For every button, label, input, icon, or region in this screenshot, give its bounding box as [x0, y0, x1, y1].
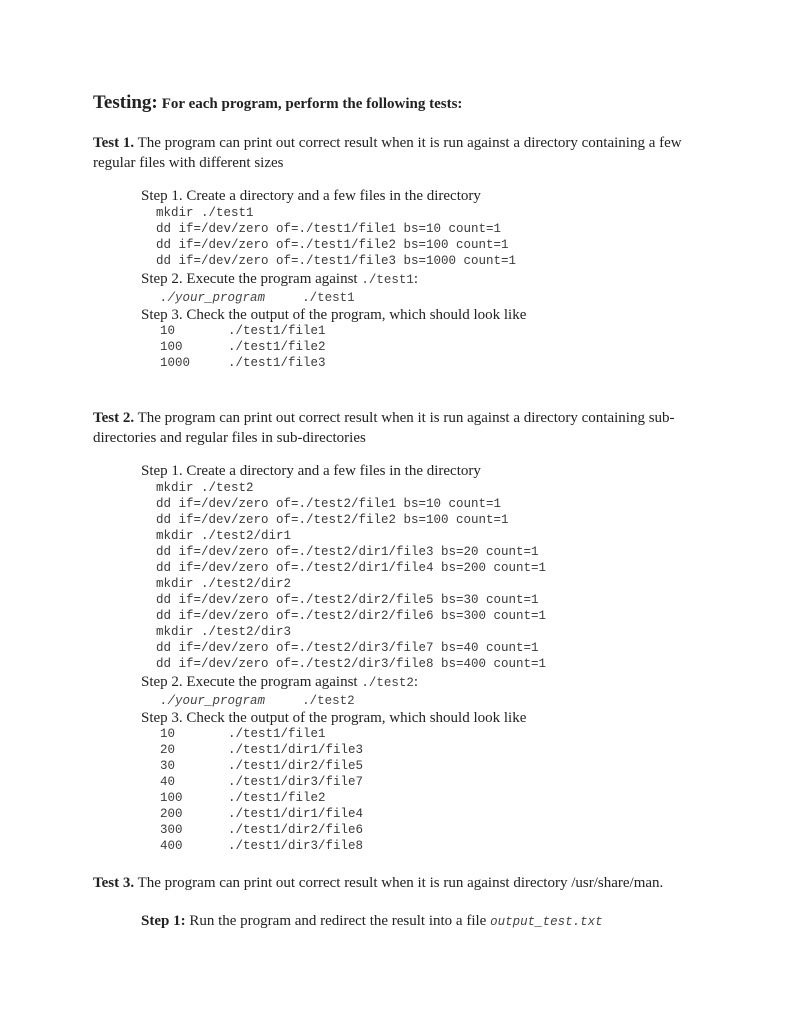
output-path: ./test1/file1	[228, 727, 326, 741]
output-path: ./test1/dir3/file7	[228, 775, 364, 789]
output-size: 20	[160, 743, 176, 757]
output-size: 30	[160, 759, 176, 773]
output-path: ./test1/file2	[228, 791, 326, 805]
output-path: ./test1/dir2/file5	[228, 759, 364, 773]
output-row	[160, 742, 363, 758]
test1-description	[93, 133, 713, 173]
test2-step2	[141, 673, 418, 693]
command-line: dd if=/dev/zero of=./test2/dir3/file8 bs=400 count=1	[156, 657, 547, 671]
test3-description	[93, 873, 733, 893]
command-line: mkdir ./test2/dir2	[156, 577, 292, 591]
output-path: ./test1/dir1/file3	[228, 743, 364, 757]
output-row	[160, 806, 363, 822]
output-row	[160, 822, 363, 838]
output-row	[160, 790, 363, 806]
test1-step2-arg: ./test1	[361, 273, 414, 287]
test2-run-arg: ./test2	[302, 694, 355, 708]
test2-run-program: ./your_program	[160, 694, 266, 708]
output-row	[160, 323, 326, 339]
testing-heading	[93, 93, 462, 114]
test1-step2-colon: :	[413, 271, 419, 287]
output-path: ./test1/dir3/file8	[228, 839, 364, 853]
output-row	[160, 774, 363, 790]
command-line: mkdir ./test2	[156, 481, 254, 495]
command-line: mkdir ./test2/dir3	[156, 625, 292, 639]
test2-label: Test 2.	[93, 410, 135, 426]
output-size: 100	[160, 340, 183, 354]
output-size: 100	[160, 791, 183, 805]
command-line: dd if=/dev/zero of=./test2/dir1/file3 bs=20 count=1	[156, 545, 539, 559]
test1-text: The program can print out correct result when it is run against a directory containing a few regular files with different sizes	[93, 135, 682, 171]
test3-label: Test 3.	[93, 875, 135, 891]
command-line: dd if=/dev/zero of=./test2/dir3/file7 bs=40 count=1	[156, 641, 539, 655]
command-line: dd if=/dev/zero of=./test1/file3 bs=1000 count=1	[156, 254, 517, 268]
command-line: dd if=/dev/zero of=./test2/file1 bs=10 count=1	[156, 497, 502, 511]
output-row	[160, 838, 363, 854]
output-row	[160, 726, 363, 742]
test1-step1: Step 1. Create a directory and a few files in the directory	[141, 188, 481, 204]
command-line: dd if=/dev/zero of=./test2/dir2/file6 bs=300 count=1	[156, 609, 547, 623]
test2-step1: Step 1. Create a directory and a few files in the directory	[141, 463, 481, 479]
test2-description	[93, 408, 713, 448]
test2-step3: Step 3. Check the output of the program, which should look like	[141, 710, 527, 726]
output-size: 1000	[160, 356, 191, 370]
command-line: dd if=/dev/zero of=./test2/file2 bs=100 count=1	[156, 513, 509, 527]
test1-run-program: ./your_program	[160, 291, 266, 305]
test3-text: The program can print out correct result when it is run against directory /usr/share/man.	[137, 875, 664, 891]
heading-subtitle: For each program, perform the following tests:	[161, 96, 463, 112]
output-row	[160, 758, 363, 774]
test1-step3: Step 3. Check the output of the program, which should look like	[141, 307, 527, 323]
output-row	[160, 339, 326, 355]
command-line: dd if=/dev/zero of=./test2/dir1/file4 bs=200 count=1	[156, 561, 547, 575]
output-row	[160, 355, 326, 371]
output-path: ./test1/dir1/file4	[228, 807, 364, 821]
output-path: ./test1/dir2/file6	[228, 823, 364, 837]
test2-text: The program can print out correct result when it is run against a directory containing sub-directories and regular files in sub-directories	[93, 410, 675, 446]
test2-output	[160, 726, 363, 854]
test1-output	[160, 323, 326, 371]
heading-title: Testing:	[93, 92, 158, 113]
test2-step2-arg: ./test2	[361, 676, 414, 690]
test1-step2	[141, 270, 418, 290]
output-size: 400	[160, 839, 183, 853]
test2-step2-text: Step 2. Execute the program against	[141, 674, 358, 690]
test1-run-arg: ./test1	[302, 291, 355, 305]
test1-commands	[156, 205, 516, 269]
output-size: 200	[160, 807, 183, 821]
output-size: 40	[160, 775, 176, 789]
output-size: 300	[160, 823, 183, 837]
test3-step1-label: Step 1:	[141, 913, 186, 929]
output-path: ./test1/file1	[228, 324, 326, 338]
output-path: ./test1/file2	[228, 340, 326, 354]
test2-commands	[156, 480, 546, 672]
command-line: dd if=/dev/zero of=./test1/file1 bs=10 count=1	[156, 222, 502, 236]
test1-label: Test 1.	[93, 135, 135, 151]
output-size: 10	[160, 324, 176, 338]
test1-step2-text: Step 2. Execute the program against	[141, 271, 358, 287]
command-line: dd if=/dev/zero of=./test2/dir2/file5 bs=30 count=1	[156, 593, 539, 607]
output-size: 10	[160, 727, 176, 741]
output-path: ./test1/file3	[228, 356, 326, 370]
test3-step1-text: Run the program and redirect the result into a file	[189, 913, 487, 929]
command-line: mkdir ./test1	[156, 206, 254, 220]
test2-step2-colon: :	[413, 674, 419, 690]
test3-step1-file: output_test.txt	[490, 915, 603, 929]
test3-step1	[141, 911, 603, 932]
command-line: mkdir ./test2/dir1	[156, 529, 292, 543]
command-line: dd if=/dev/zero of=./test1/file2 bs=100 count=1	[156, 238, 509, 252]
